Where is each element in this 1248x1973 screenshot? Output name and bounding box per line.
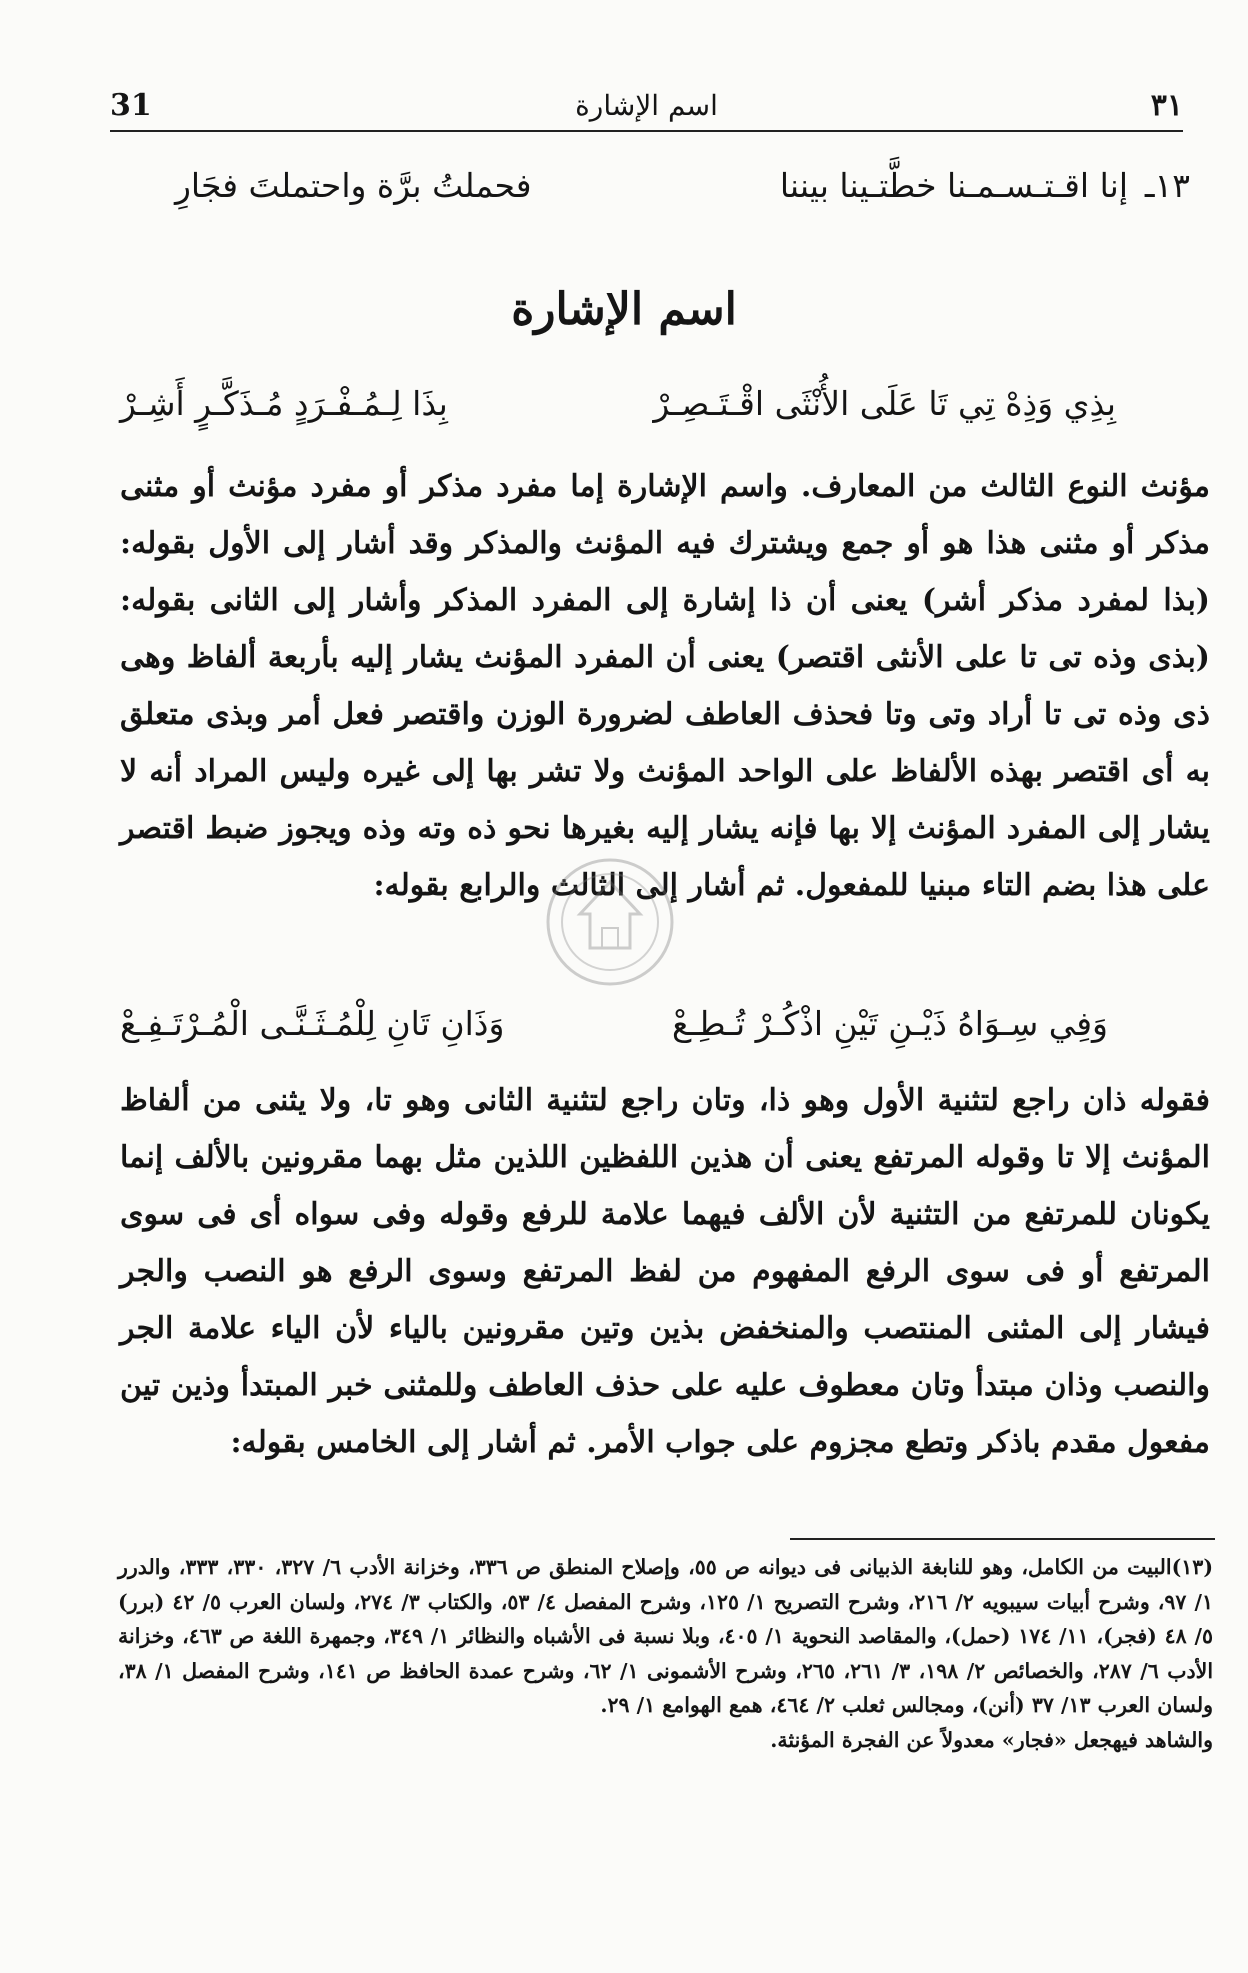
page-number-arabic: ٣١ xyxy=(1150,87,1183,123)
verse-second-half: فحملتُ برَّة واحتملتَ فجَارِ xyxy=(175,166,532,205)
verse-first-half: وَذَانِ تَانِ لِلْمُـثَـنَّـى الْمُـرْتَـفِـعْ xyxy=(120,1004,505,1043)
paragraph-2: فقوله ذان راجع لتثنية الأول وهو ذا، وتان راجع لتثنية الثانى وهو تا، ولا يثنى من ألفاظ المؤنث إلا تا وقوله المرتفع يعنى أن هذين اللفظين اللذين مثل بهما مقرونين بالألف إنما يكونان للمرتفع من التثنية لأن الألف فيهما علامة للرفع وقوله وفى سواه أى فى سوى المرتفع أو فى سوى الرفع المفهوم من لفظ المرتفع وسوى الرفع هو النصب والجر فيشار إلى المثنى المنتصب والمنخفض بذين وتين مقرونين بالياء لأن الياء علامة الجر والنصب وذان مبتدأ وتان معطوف عليه على حذف العاطف وللمثنى خبر المبتدأ وذين تين مفعول مقدم باذكر وتطع مجزوم على جواب الأمر. ثم أشار إلى الخامس بقوله: xyxy=(120,1083,1210,1460)
page-header xyxy=(110,80,1183,132)
verse-second-half: وَفِي سِـوَاهُ ذَيْـنِ تَيْنِ اذْكُـرْ تُـطِـعْ xyxy=(671,1004,1108,1043)
verse-13 xyxy=(0,158,1248,218)
verse-b xyxy=(0,998,1248,1058)
footnotes xyxy=(118,1550,1213,1757)
footnote-13: (١٣)البيت من الكامل، وهو للنابغة الذبيانى فى ديوانه ص ٥٥، وإصلاح المنطق ص ٣٣٦، وخزانة الأدب ٦/ ٣٢٧، ٣٣٠، ٣٣٣، والدرر ١/ ٩٧، وشرح أبيات سيبويه ٢/ ٢١٦، وشرح التصريح ١/ ١٢٥، وشرح المفصل ٤/ ٥٣، والكتاب ٣/ ٢٧٤، ولسان العرب ٥/ ٤٢ (برر) ٥/ ٤٨ (فجر)، ١١/ ١٧٤ (حمل)، والمقاصد النحوية ١/ ٤٠٥، وبلا نسبة فى الأشباه والنظائر ١/ ٣٤٩، وجمهرة اللغة ص ٤٦٣، وخزانة الأدب ٦/ ٢٨٧، والخصائص ٢/ ١٩٨، ٣/ ٢٦١، ٢٦٥، وشرح الأشمونى ١/ ٦٢، وشرح عمدة الحافظ ص ١٤١، وشرح المفصل ١/ ٣٨، ولسان العرب ١٣/ ٣٧ (أنن)، ومجالس ثعلب ٢/ ٤٦٤، همع الهوامع ١/ ٢٩. xyxy=(118,1555,1214,1717)
page-number-latin: 31 xyxy=(110,87,152,123)
verse-first-half: بِذَا لِـمُـفْـرَدٍ مُـذَكَّـرٍ أَشِـرْ xyxy=(120,384,448,423)
footnote-divider xyxy=(790,1538,1215,1540)
verse-number: ١٣ـ xyxy=(1144,166,1190,205)
paragraph-1: مؤنث النوع الثالث من المعارف. واسم الإشارة إما مفرد مذكر أو مفرد مؤنث أو مثنى مذكر أو مثنى هذا هو أو جمع ويشترك فيه المؤنث والمذكر وقد أشار إلى الأول بقوله: (بذا لمفرد مذكر أشر) يعنى أن ذا إشارة إلى المفرد المذكر وأشار إلى الثانى بقوله: (بذى وذه تى تا على الأنثى اقتصر) يعنى أن المفرد المؤنث يشار إليه بأربعة ألفاظ وهى ذى وذه تى تا أراد وتى وتا فحذف العاطف لضرورة الوزن واقتصر فعل أمر وبذى متعلق به أى اقتصر بهذه الألفاظ على الواحد المؤنث ولا تشر بها إلى غيره وليس المراد أنه لا يشار إلى المفرد المؤنث إلا بها فإنه يشار إليه بغيرها نحو ذه وته وذه ويجوز ضبط اقتصر على هذا بضم التاء مبنيا للمفعول. ثم أشار إلى الثالث والرابع بقوله: xyxy=(120,469,1210,903)
section-title: اسم الإشارة xyxy=(511,284,737,335)
library-seal-icon xyxy=(540,852,680,992)
running-title: اسم الإشارة xyxy=(575,88,718,122)
footnote-shahid: والشاهد فيهجعل «فجار» معدولاً عن الفجرة المؤنثة. xyxy=(770,1727,1213,1752)
verse-first-half: إنا اقـتـسـمـنا خطَّتـينا بيننا xyxy=(779,166,1128,205)
verse-a xyxy=(0,378,1248,438)
verse-second-half: بِذِي وَذِهْ تِي تَا عَلَى الأُنْثَى اقْـتَـصِـرْ xyxy=(653,384,1116,423)
